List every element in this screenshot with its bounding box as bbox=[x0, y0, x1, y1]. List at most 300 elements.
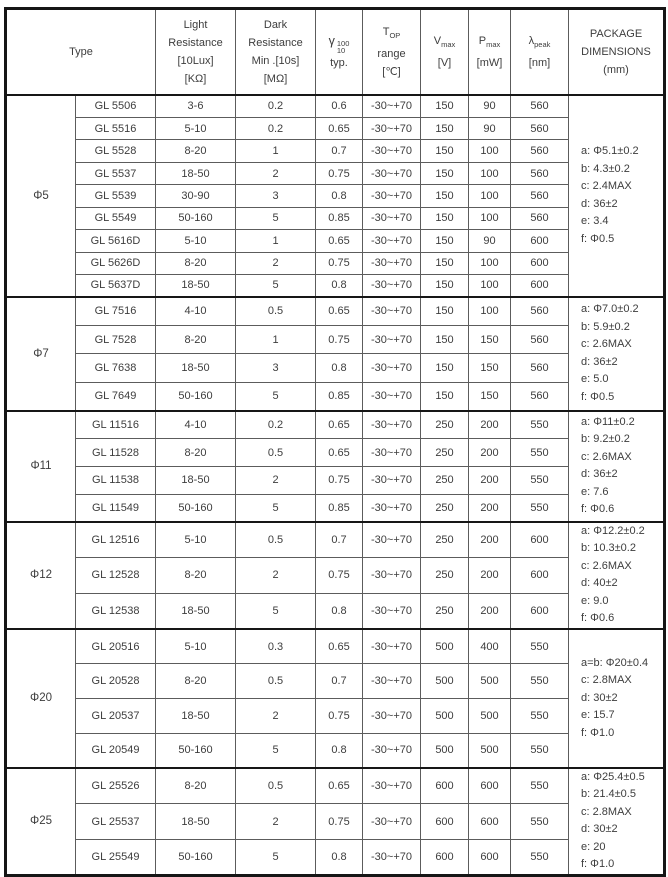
spec-cell: 1 bbox=[236, 140, 316, 162]
spec-cell: 5 bbox=[236, 593, 316, 629]
package-dimension-line: e: 3.4 bbox=[581, 213, 663, 231]
spec-cell: -30~+70 bbox=[363, 733, 421, 768]
spec-cell: 200 bbox=[469, 439, 511, 467]
spec-cell: 3-6 bbox=[156, 95, 236, 117]
package-dimension-line: a: Φ12.2±0.2 bbox=[581, 523, 663, 541]
spec-cell: 0.3 bbox=[236, 629, 316, 664]
table-row bbox=[6, 140, 665, 162]
spec-cell: -30~+70 bbox=[363, 297, 421, 326]
spec-cell: 0.2 bbox=[236, 411, 316, 439]
spec-cell: 0.75 bbox=[316, 252, 363, 274]
spec-cell: 0.8 bbox=[316, 593, 363, 629]
spec-cell: 250 bbox=[421, 593, 469, 629]
spec-cell: 0.7 bbox=[316, 140, 363, 162]
spec-cell: 0.2 bbox=[236, 117, 316, 139]
header-line: Type bbox=[7, 43, 155, 61]
spec-cell: 500 bbox=[469, 698, 511, 733]
spec-cell: 250 bbox=[421, 411, 469, 439]
spec-cell: 0.8 bbox=[316, 185, 363, 207]
spec-cell: -30~+70 bbox=[363, 840, 421, 876]
spec-cell: 600 bbox=[511, 558, 569, 594]
table-body bbox=[6, 95, 665, 875]
header-line: [MΩ] bbox=[236, 70, 315, 88]
header-line: $\lambda_{peak}$ bbox=[511, 32, 568, 54]
spec-cell: 150 bbox=[421, 185, 469, 207]
spec-cell: 0.2 bbox=[236, 95, 316, 117]
spec-cell: 8-20 bbox=[156, 664, 236, 699]
package-dimension-line: e: 7.6 bbox=[581, 484, 663, 502]
spec-cell: 0.65 bbox=[316, 768, 363, 804]
model-cell: GL 5528 bbox=[76, 140, 156, 162]
column-header-type bbox=[6, 9, 156, 96]
table-row bbox=[6, 207, 665, 229]
spec-cell: 560 bbox=[511, 117, 569, 139]
spec-cell: 0.75 bbox=[316, 558, 363, 594]
spec-cell: 200 bbox=[469, 593, 511, 629]
package-dimensions-cell bbox=[569, 411, 665, 522]
spec-cell: 50-160 bbox=[156, 733, 236, 768]
package-dimensions-cell bbox=[569, 297, 665, 411]
spec-cell: 560 bbox=[511, 325, 569, 354]
table-row bbox=[6, 629, 665, 664]
model-cell: GL 25526 bbox=[76, 768, 156, 804]
header-line: $T_{OP}$ bbox=[363, 23, 420, 45]
spec-cell: 5-10 bbox=[156, 230, 236, 252]
header-line: [℃] bbox=[363, 63, 420, 81]
spec-cell: 1 bbox=[236, 230, 316, 252]
spec-cell: 200 bbox=[469, 466, 511, 494]
spec-cell: 250 bbox=[421, 558, 469, 594]
table-row bbox=[6, 804, 665, 840]
package-dimension-line: b: 4.3±0.2 bbox=[581, 161, 663, 179]
table-row bbox=[6, 439, 665, 467]
spec-cell: 50-160 bbox=[156, 840, 236, 876]
model-cell: GL 7516 bbox=[76, 297, 156, 326]
spec-cell: 200 bbox=[469, 558, 511, 594]
model-cell: GL 20528 bbox=[76, 664, 156, 699]
column-header-gamma bbox=[316, 9, 363, 96]
table-row bbox=[6, 593, 665, 629]
spec-cell: 0.8 bbox=[316, 354, 363, 383]
spec-cell: 18-50 bbox=[156, 162, 236, 184]
spec-cell: 30-90 bbox=[156, 185, 236, 207]
table-row bbox=[6, 558, 665, 594]
table-row bbox=[6, 382, 665, 411]
spec-cell: 0.65 bbox=[316, 230, 363, 252]
model-cell: GL 25537 bbox=[76, 804, 156, 840]
model-cell: GL 5549 bbox=[76, 207, 156, 229]
model-cell: GL 11528 bbox=[76, 439, 156, 467]
spec-cell: -30~+70 bbox=[363, 162, 421, 184]
spec-cell: -30~+70 bbox=[363, 439, 421, 467]
package-dimension-line: a=b: Φ20±0.4 bbox=[581, 655, 663, 673]
model-cell: GL 5506 bbox=[76, 95, 156, 117]
spec-cell: 150 bbox=[469, 325, 511, 354]
spec-cell: 500 bbox=[469, 733, 511, 768]
table-row bbox=[6, 522, 665, 558]
spec-cell: 250 bbox=[421, 494, 469, 522]
spec-cell: -30~+70 bbox=[363, 185, 421, 207]
spec-cell: -30~+70 bbox=[363, 466, 421, 494]
spec-cell: 100 bbox=[469, 275, 511, 297]
package-dimensions-cell bbox=[569, 629, 665, 768]
spec-cell: 600 bbox=[511, 275, 569, 297]
spec-cell: 0.6 bbox=[316, 95, 363, 117]
package-dimensions-cell bbox=[569, 768, 665, 876]
spec-cell: 8-20 bbox=[156, 558, 236, 594]
spec-cell: 100 bbox=[469, 252, 511, 274]
header-line: DIMENSIONS bbox=[569, 43, 663, 61]
type-group-cell: Φ5 bbox=[6, 95, 76, 297]
spec-cell: 100 bbox=[469, 185, 511, 207]
spec-cell: 0.5 bbox=[236, 522, 316, 558]
spec-cell: 560 bbox=[511, 207, 569, 229]
spec-cell: 0.8 bbox=[316, 733, 363, 768]
spec-cell: 600 bbox=[421, 840, 469, 876]
spec-cell: 600 bbox=[511, 522, 569, 558]
spec-cell: 200 bbox=[469, 522, 511, 558]
spec-cell: -30~+70 bbox=[363, 664, 421, 699]
spec-cell: -30~+70 bbox=[363, 593, 421, 629]
spec-cell: 8-20 bbox=[156, 439, 236, 467]
header-line: [V] bbox=[421, 54, 468, 72]
model-cell: GL 5626D bbox=[76, 252, 156, 274]
package-dimension-line: f: Φ1.0 bbox=[581, 725, 663, 743]
package-dimension-line: e: 20 bbox=[581, 839, 663, 857]
header-line: typ. bbox=[316, 54, 362, 72]
header-line: [mW] bbox=[469, 54, 510, 72]
spec-cell: 3 bbox=[236, 354, 316, 383]
spec-cell: 250 bbox=[421, 522, 469, 558]
package-dimension-line: f: Φ0.6 bbox=[581, 610, 663, 628]
table-row bbox=[6, 185, 665, 207]
spec-cell: 5-10 bbox=[156, 629, 236, 664]
spec-cell: 5-10 bbox=[156, 117, 236, 139]
spec-cell: 18-50 bbox=[156, 354, 236, 383]
model-cell: GL 5637D bbox=[76, 275, 156, 297]
spec-cell: -30~+70 bbox=[363, 117, 421, 139]
spec-cell: 500 bbox=[469, 664, 511, 699]
spec-cell: 5 bbox=[236, 275, 316, 297]
model-cell: GL 20516 bbox=[76, 629, 156, 664]
spec-cell: 4-10 bbox=[156, 411, 236, 439]
spec-cell: 50-160 bbox=[156, 494, 236, 522]
spec-cell: 600 bbox=[469, 840, 511, 876]
column-header-dark-resistance bbox=[236, 9, 316, 96]
spec-cell: -30~+70 bbox=[363, 252, 421, 274]
spec-cell: 90 bbox=[469, 117, 511, 139]
spec-cell: 150 bbox=[469, 354, 511, 383]
spec-cell: 560 bbox=[511, 185, 569, 207]
package-dimension-line: b: 21.4±0.5 bbox=[581, 786, 663, 804]
spec-cell: 550 bbox=[511, 411, 569, 439]
table-row bbox=[6, 297, 665, 326]
spec-cell: 5 bbox=[236, 382, 316, 411]
spec-cell: 90 bbox=[469, 95, 511, 117]
spec-cell: 8-20 bbox=[156, 252, 236, 274]
photoresistor-spec-table bbox=[4, 7, 666, 877]
table-row bbox=[6, 252, 665, 274]
spec-cell: 0.75 bbox=[316, 162, 363, 184]
spec-cell: 0.65 bbox=[316, 297, 363, 326]
spec-cell: 8-20 bbox=[156, 140, 236, 162]
spec-cell: 0.7 bbox=[316, 522, 363, 558]
spec-cell: 3 bbox=[236, 185, 316, 207]
package-dimension-line: f: Φ0.6 bbox=[581, 501, 663, 519]
header-line: Light bbox=[156, 16, 235, 34]
spec-cell: -30~+70 bbox=[363, 522, 421, 558]
spec-cell: 550 bbox=[511, 804, 569, 840]
type-group-cell: Φ12 bbox=[6, 522, 76, 629]
table-row bbox=[6, 117, 665, 139]
spec-cell: 550 bbox=[511, 439, 569, 467]
table-row bbox=[6, 162, 665, 184]
header-line: $V_{max}$ bbox=[421, 32, 468, 54]
header-line: [nm] bbox=[511, 54, 568, 72]
model-cell: GL 12528 bbox=[76, 558, 156, 594]
package-dimension-line: a: Φ11±0.2 bbox=[581, 414, 663, 432]
package-dimension-line: c: 2.6MAX bbox=[581, 449, 663, 467]
type-group-cell: Φ11 bbox=[6, 411, 76, 522]
spec-cell: 150 bbox=[469, 382, 511, 411]
spec-cell: 200 bbox=[469, 411, 511, 439]
spec-cell: 150 bbox=[421, 275, 469, 297]
spec-cell: 150 bbox=[421, 140, 469, 162]
spec-cell: 0.85 bbox=[316, 494, 363, 522]
spec-cell: 0.75 bbox=[316, 698, 363, 733]
package-dimension-line: a: Φ25.4±0.5 bbox=[581, 769, 663, 787]
package-dimension-line: d: 30±2 bbox=[581, 821, 663, 839]
spec-cell: 550 bbox=[511, 840, 569, 876]
spec-cell: 90 bbox=[469, 230, 511, 252]
package-dimension-line: f: Φ0.5 bbox=[581, 231, 663, 249]
package-dimension-line: c: 2.8MAX bbox=[581, 804, 663, 822]
spec-cell: 0.85 bbox=[316, 382, 363, 411]
column-header-light-resistance bbox=[156, 9, 236, 96]
spec-cell: -30~+70 bbox=[363, 325, 421, 354]
spec-cell: -30~+70 bbox=[363, 354, 421, 383]
header-line: range bbox=[363, 45, 420, 63]
spec-cell: 600 bbox=[511, 252, 569, 274]
spec-cell: 600 bbox=[511, 230, 569, 252]
spec-cell: 500 bbox=[421, 733, 469, 768]
table-row bbox=[6, 733, 665, 768]
package-dimension-line: d: 36±2 bbox=[581, 196, 663, 214]
spec-cell: 500 bbox=[421, 698, 469, 733]
spec-cell: 0.5 bbox=[236, 664, 316, 699]
table-row bbox=[6, 354, 665, 383]
spec-cell: 5 bbox=[236, 207, 316, 229]
spec-cell: -30~+70 bbox=[363, 95, 421, 117]
spec-cell: 2 bbox=[236, 804, 316, 840]
spec-cell: 100 bbox=[469, 297, 511, 326]
spec-cell: 0.75 bbox=[316, 466, 363, 494]
spec-cell: 1 bbox=[236, 325, 316, 354]
spec-cell: -30~+70 bbox=[363, 207, 421, 229]
spec-cell: 5-10 bbox=[156, 522, 236, 558]
spec-cell: 0.65 bbox=[316, 117, 363, 139]
table-row bbox=[6, 466, 665, 494]
package-dimension-line: d: 36±2 bbox=[581, 354, 663, 372]
package-dimension-line: a: Φ5.1±0.2 bbox=[581, 143, 663, 161]
header-line: Resistance bbox=[156, 34, 235, 52]
spec-cell: 18-50 bbox=[156, 804, 236, 840]
spec-cell: 8-20 bbox=[156, 325, 236, 354]
spec-cell: 150 bbox=[421, 382, 469, 411]
table-row bbox=[6, 768, 665, 804]
table-row bbox=[6, 664, 665, 699]
spec-cell: 150 bbox=[421, 325, 469, 354]
table-row bbox=[6, 840, 665, 876]
type-group-cell: Φ20 bbox=[6, 629, 76, 768]
spec-cell: 150 bbox=[421, 95, 469, 117]
spec-cell: 550 bbox=[511, 629, 569, 664]
spec-cell: 150 bbox=[421, 162, 469, 184]
table-row bbox=[6, 494, 665, 522]
header-line: $P_{max}$ bbox=[469, 32, 510, 54]
spec-cell: 150 bbox=[421, 117, 469, 139]
table-row bbox=[6, 95, 665, 117]
model-cell: GL 20549 bbox=[76, 733, 156, 768]
spec-cell: 560 bbox=[511, 95, 569, 117]
spec-cell: 0.5 bbox=[236, 768, 316, 804]
spec-cell: 5 bbox=[236, 733, 316, 768]
header-line: Min .[10s] bbox=[236, 52, 315, 70]
model-cell: GL 7528 bbox=[76, 325, 156, 354]
model-cell: GL 25549 bbox=[76, 840, 156, 876]
model-cell: GL 11549 bbox=[76, 494, 156, 522]
model-cell: GL 7638 bbox=[76, 354, 156, 383]
package-dimension-line: c: 2.6MAX bbox=[581, 558, 663, 576]
spec-cell: 150 bbox=[421, 252, 469, 274]
spec-cell: -30~+70 bbox=[363, 275, 421, 297]
spec-cell: 0.8 bbox=[316, 840, 363, 876]
package-dimension-line: f: Φ0.5 bbox=[581, 389, 663, 407]
spec-cell: 600 bbox=[421, 804, 469, 840]
package-dimension-line: b: 5.9±0.2 bbox=[581, 319, 663, 337]
spec-cell: -30~+70 bbox=[363, 411, 421, 439]
package-dimension-line: d: 40±2 bbox=[581, 575, 663, 593]
spec-cell: 0.7 bbox=[316, 664, 363, 699]
header-line: Resistance bbox=[236, 34, 315, 52]
header-line: PACKAGE bbox=[569, 25, 663, 43]
spec-cell: -30~+70 bbox=[363, 140, 421, 162]
spec-cell: 250 bbox=[421, 439, 469, 467]
package-dimension-line: f: Φ1.0 bbox=[581, 856, 663, 874]
spec-cell: 400 bbox=[469, 629, 511, 664]
package-dimension-line: b: 9.2±0.2 bbox=[581, 431, 663, 449]
spec-cell: 0.8 bbox=[316, 275, 363, 297]
spec-cell: 500 bbox=[421, 664, 469, 699]
spec-cell: 18-50 bbox=[156, 275, 236, 297]
header-line: [10Lux] bbox=[156, 52, 235, 70]
spec-cell: 2 bbox=[236, 466, 316, 494]
model-cell: GL 12516 bbox=[76, 522, 156, 558]
model-cell: GL 5616D bbox=[76, 230, 156, 252]
spec-cell: -30~+70 bbox=[363, 629, 421, 664]
model-cell: GL 5516 bbox=[76, 117, 156, 139]
package-dimension-line: e: 15.7 bbox=[581, 707, 663, 725]
spec-cell: 0.65 bbox=[316, 411, 363, 439]
spec-cell: -30~+70 bbox=[363, 698, 421, 733]
column-header-pmax bbox=[469, 9, 511, 96]
spec-cell: -30~+70 bbox=[363, 494, 421, 522]
model-cell: GL 5539 bbox=[76, 185, 156, 207]
package-dimension-line: a: Φ7.0±0.2 bbox=[581, 301, 663, 319]
column-header-top-range bbox=[363, 9, 421, 96]
package-dimension-line: d: 36±2 bbox=[581, 466, 663, 484]
spec-cell: 0.5 bbox=[236, 439, 316, 467]
spec-cell: 50-160 bbox=[156, 382, 236, 411]
spec-cell: 8-20 bbox=[156, 768, 236, 804]
model-cell: GL 11538 bbox=[76, 466, 156, 494]
package-dimension-line: d: 30±2 bbox=[581, 690, 663, 708]
spec-cell: -30~+70 bbox=[363, 558, 421, 594]
spec-cell: 150 bbox=[421, 354, 469, 383]
package-dimension-line: e: 5.0 bbox=[581, 371, 663, 389]
package-dimension-line: c: 2.4MAX bbox=[581, 178, 663, 196]
spec-cell: 560 bbox=[511, 297, 569, 326]
spec-cell: 0.65 bbox=[316, 439, 363, 467]
spec-cell: 250 bbox=[421, 466, 469, 494]
spec-cell: 0.75 bbox=[316, 325, 363, 354]
spec-cell: 2 bbox=[236, 698, 316, 733]
package-dimensions-cell bbox=[569, 95, 665, 297]
spec-cell: 600 bbox=[469, 768, 511, 804]
spec-cell: 200 bbox=[469, 494, 511, 522]
spec-cell: 560 bbox=[511, 354, 569, 383]
header-row bbox=[6, 9, 665, 96]
spec-cell: 0.5 bbox=[236, 297, 316, 326]
model-cell: GL 12538 bbox=[76, 593, 156, 629]
spec-cell: 150 bbox=[421, 230, 469, 252]
spec-cell: 550 bbox=[511, 494, 569, 522]
spec-cell: 560 bbox=[511, 162, 569, 184]
table-row bbox=[6, 325, 665, 354]
table-row bbox=[6, 230, 665, 252]
spec-cell: 2 bbox=[236, 558, 316, 594]
package-dimension-line: b: 10.3±0.2 bbox=[581, 540, 663, 558]
model-cell: GL 11516 bbox=[76, 411, 156, 439]
spec-cell: 18-50 bbox=[156, 466, 236, 494]
spec-cell: 500 bbox=[421, 629, 469, 664]
spec-cell: 600 bbox=[469, 804, 511, 840]
spec-cell: 600 bbox=[511, 593, 569, 629]
spec-cell: 560 bbox=[511, 382, 569, 411]
spec-cell: 550 bbox=[511, 768, 569, 804]
spec-cell: 560 bbox=[511, 140, 569, 162]
spec-cell: 0.75 bbox=[316, 804, 363, 840]
table-row bbox=[6, 411, 665, 439]
model-cell: GL 5537 bbox=[76, 162, 156, 184]
spec-cell: 0.85 bbox=[316, 207, 363, 229]
model-cell: GL 7649 bbox=[76, 382, 156, 411]
header-line: Dark bbox=[236, 16, 315, 34]
spec-cell: 18-50 bbox=[156, 593, 236, 629]
table-header bbox=[6, 9, 665, 96]
spec-cell: 550 bbox=[511, 733, 569, 768]
package-dimensions-cell bbox=[569, 522, 665, 629]
spec-cell: 5 bbox=[236, 494, 316, 522]
table-row bbox=[6, 698, 665, 733]
header-line: (mm) bbox=[569, 61, 663, 79]
spec-cell: 50-160 bbox=[156, 207, 236, 229]
spec-cell: 100 bbox=[469, 140, 511, 162]
type-group-cell: Φ7 bbox=[6, 297, 76, 411]
package-dimension-line: e: 9.0 bbox=[581, 593, 663, 611]
spec-cell: -30~+70 bbox=[363, 230, 421, 252]
spec-cell: 18-50 bbox=[156, 698, 236, 733]
